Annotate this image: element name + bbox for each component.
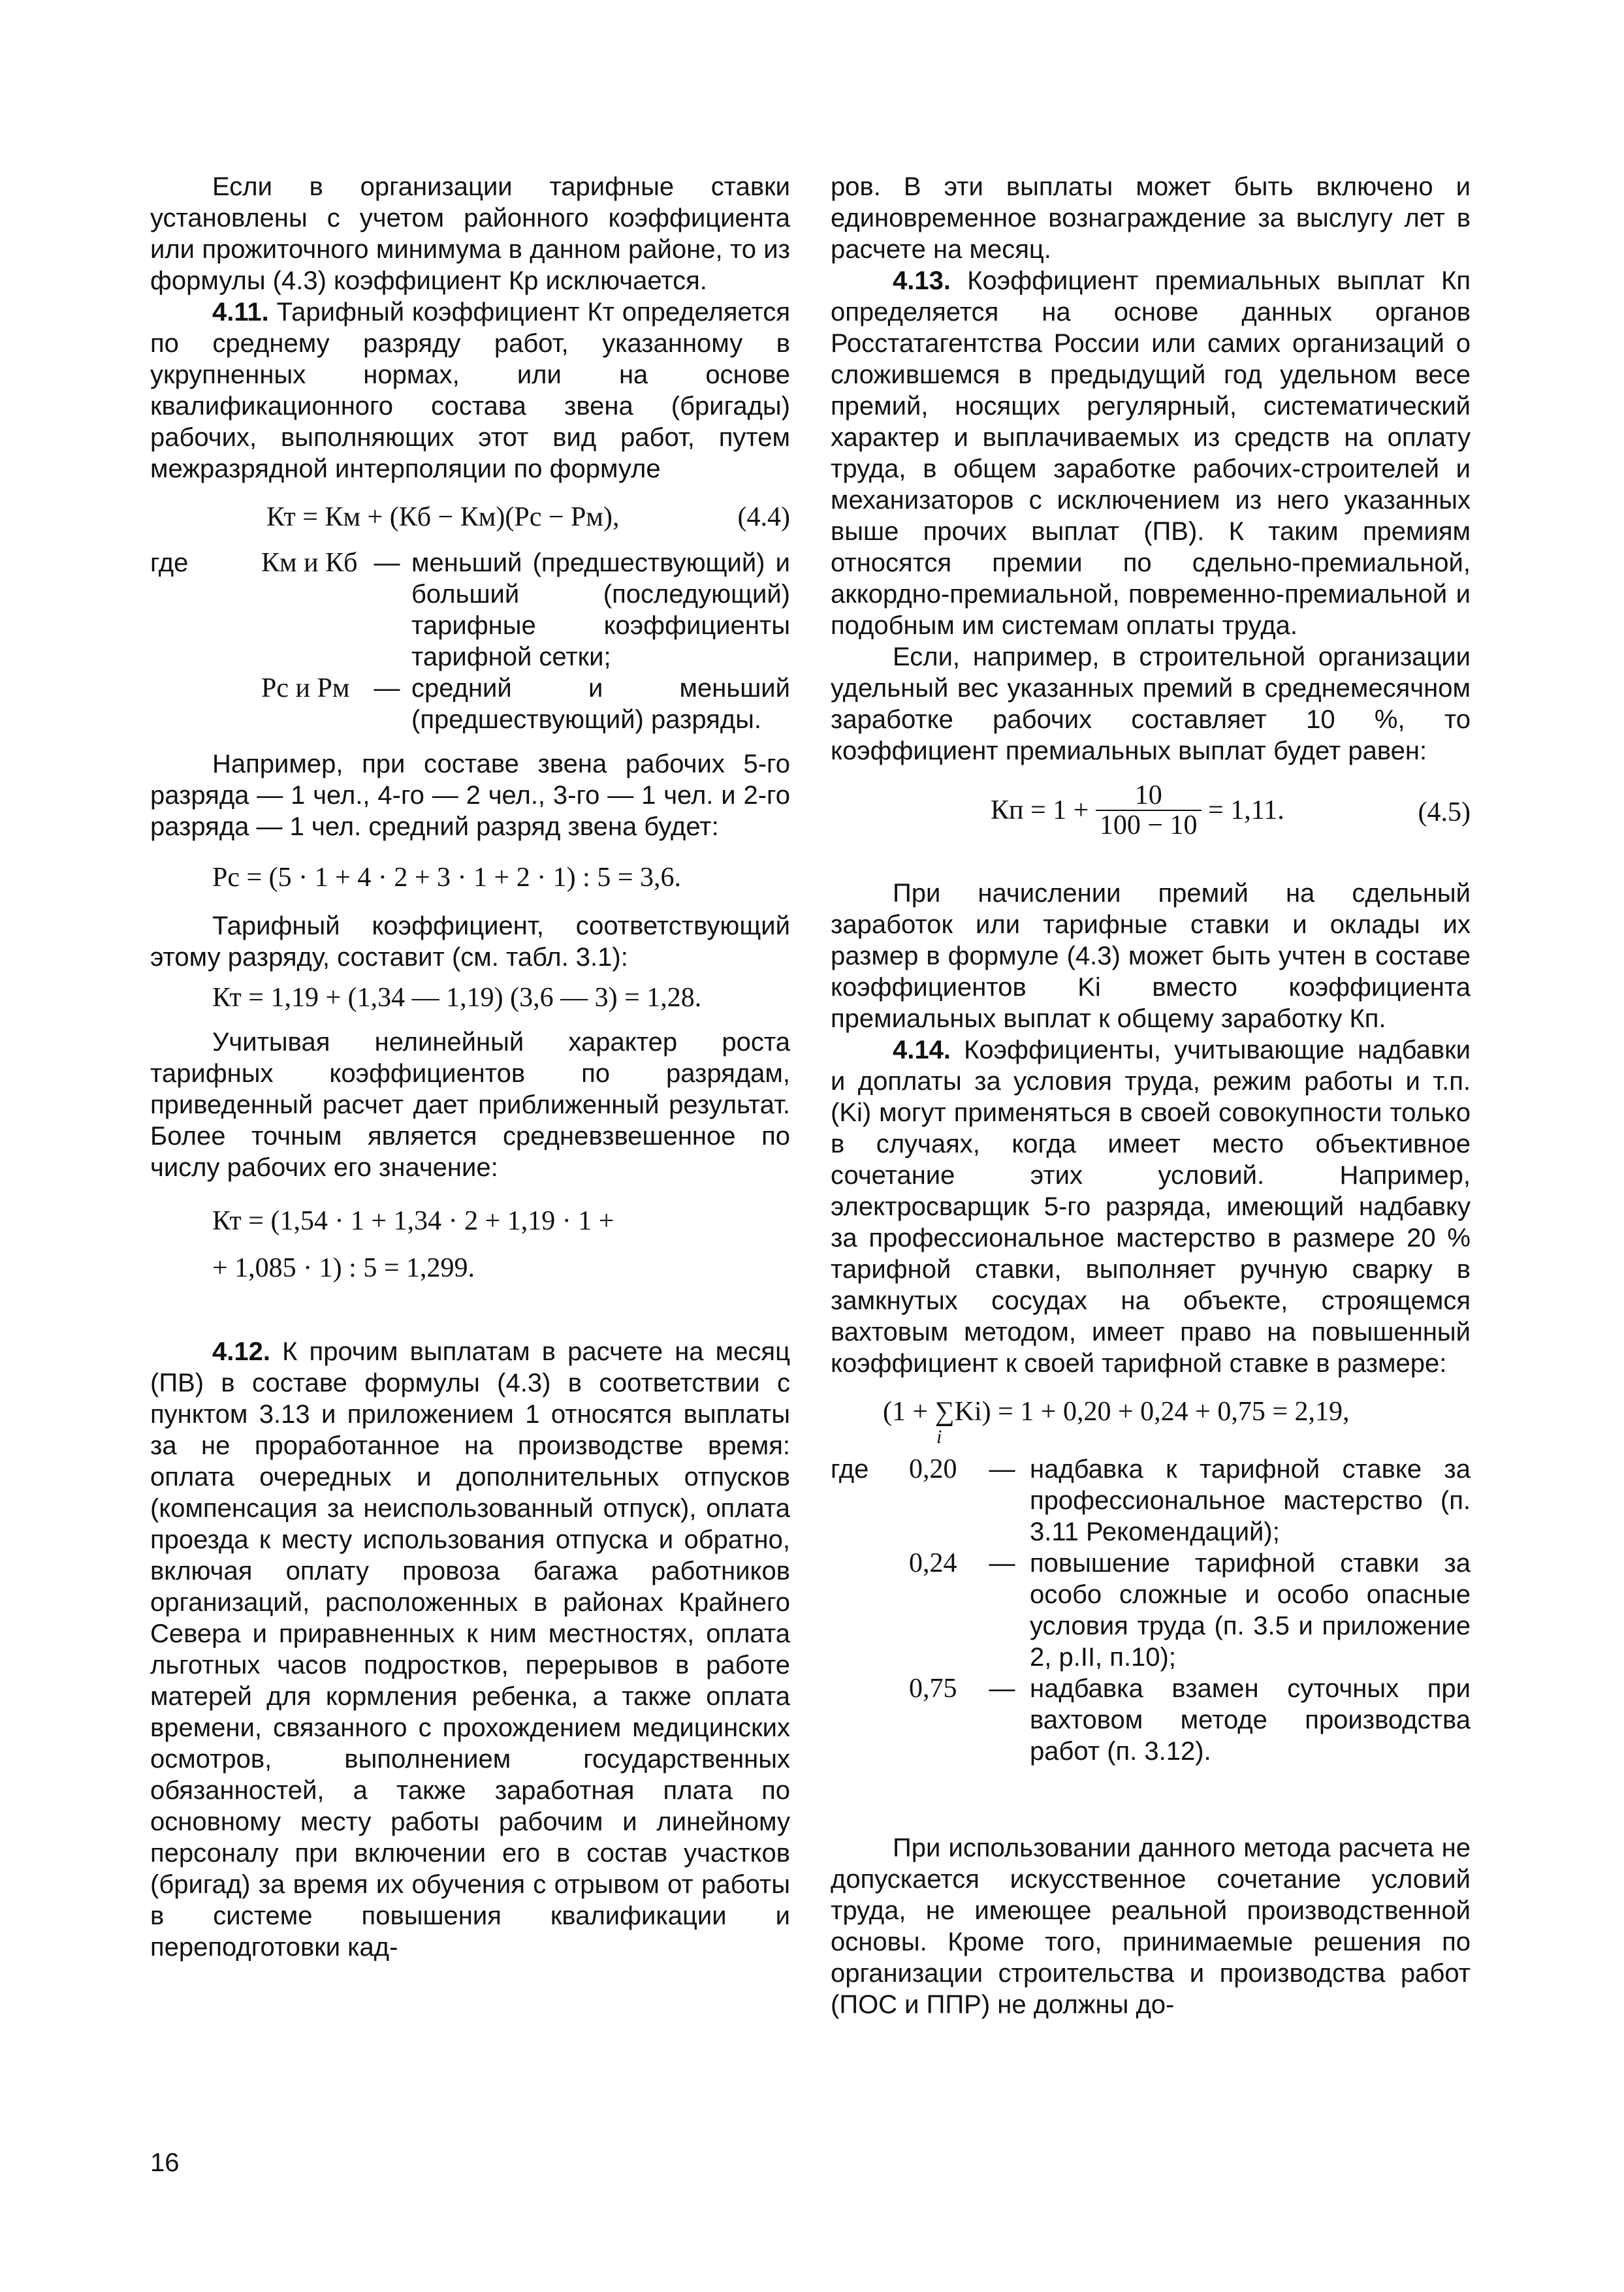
paragraph-continuation: ров. В эти выплаты может быть включено и единовременное вознаграждение за выслугу лет в расчете на месяц. xyxy=(831,172,1471,264)
paragraph-artificial-combination: При использовании данного метода расчета не допускается искусственное сочетание условий труда, не имеющее реальной производственной основы. Кроме того, принимаемые решения по организации строительства и производства работ (ПОС и ППР) не должны до- xyxy=(831,1834,1471,2019)
left-column xyxy=(150,171,790,1963)
legend-row xyxy=(831,1673,1471,1767)
formula-lhs: Кп = 1 + xyxy=(991,795,1089,825)
fraction-numerator: 10 xyxy=(1096,781,1202,811)
sum-index: i xyxy=(936,1426,942,1448)
coefficient-legend xyxy=(831,1454,1471,1767)
legend-text: меньший (предшествующий) и больший (последующий) тарифные коэффициенты тарифной сетки; xyxy=(411,549,790,671)
legend-dash: — xyxy=(989,1674,1015,1703)
formula-4-5 xyxy=(831,781,1471,844)
paragraph-crew-example: Например, при составе звена рабочих 5-го разряда — 1 чел., 4-го — 2 чел., 3-го — 1 чел. и 2-го разряда — 1 чел. средний разряд звена будет: xyxy=(150,750,790,841)
legend-dash: — xyxy=(989,1549,1015,1578)
formula-expression: (1 + ∑Ki) = 1 + 0,20 + 0,24 + 0,75 = 2,19, xyxy=(883,1397,1350,1427)
formula-fraction xyxy=(1096,781,1202,840)
paragraph-nonlinear: Учитывая нелинейный характер роста тарифных коэффициентов по разрядам, приведенный расчет дает приближенный результат. Более точным является средневзвешенное по числу рабочих его значение: xyxy=(150,1028,790,1182)
paragraph-piecework: При начислении премий на сдельный заработок или тарифные ставки и оклады их размер в формуле (4.3) может быть учтен в составе коэффициентов Ki вместо коэффициента премиальных выплат к общему заработку Кп. xyxy=(831,879,1471,1033)
legend-dash: — xyxy=(374,549,400,577)
legend-dash: — xyxy=(989,1455,1015,1484)
formula-kt-weighted-line2: + 1,085 · 1) : 5 = 1,299. xyxy=(212,1253,475,1283)
legend-text: повышение тарифной ставки за особо сложные и особо опасные условия труда (п. 3.5 и приложение 2, р.II, п.10); xyxy=(1030,1549,1471,1672)
page-number: 16 xyxy=(150,2148,180,2177)
formula-sum-coefficients xyxy=(831,1396,1471,1447)
legend-value: 0,75 xyxy=(909,1674,957,1704)
fraction-denominator: 100 − 10 xyxy=(1099,810,1198,840)
section-text: Коэффициент премиальных выплат Кп определяется на основе данных органов Росстатагентства России или самих организаций о сложившемся в предыдущий год удельном весе премий, носящих регулярный, систематический характер и выплачиваемых из средств на оплату труда, в общем заработке рабочих-строителей и механизаторов с исключением из него указанных выше прочих выплат (ПВ). К таким премиям относятся премии по сдельно-премиальной, аккордно-премиальной, повременно-премиальной и подобным им системам оплаты труда. xyxy=(831,266,1471,640)
formula-average-grade: Рс = (5 · 1 + 4 · 2 + 3 · 1 + 2 · 1) : 5 = 3,6. xyxy=(212,863,682,893)
section-4-11 xyxy=(150,296,790,485)
legend-where: где xyxy=(150,549,189,577)
right-column xyxy=(831,171,1471,2020)
section-4-12 xyxy=(150,1336,790,1963)
legend-symbol: Км и Кб xyxy=(261,548,358,578)
section-text: Тарифный коэффициент Кт определяется по среднему разряду работ, указанному в укрупненных нормах, или на основе квалификационного состава звена (бригады) рабочих, выполняющих этот вид работ, путем межразрядной интерполяции по формуле xyxy=(150,298,790,483)
formula-legend xyxy=(150,547,790,735)
paragraph-district-coefficient: Если в организации тарифные ставки установлены с учетом районного коэффициента или прожиточного минимума в данном районе, то из формулы (4.3) коэффициент Кр исключается. xyxy=(150,172,790,295)
legend-where: где xyxy=(831,1455,869,1484)
legend-row xyxy=(831,1548,1471,1673)
legend-value: 0,20 xyxy=(909,1454,957,1484)
legend-symbol: Рс и Рм xyxy=(261,673,350,703)
section-number: 4.12. xyxy=(212,1337,270,1366)
paragraph-premium-example: Если, например, в строительной организации удельный вес указанных премий в среднемесячном заработке рабочих составляет 10 %, то коэффициент премиальных выплат будет равен: xyxy=(831,643,1471,765)
formula-kt-interpolation: Кт = 1,19 + (1,34 — 1,19) (3,6 — 3) = 1,28. xyxy=(212,983,702,1013)
legend-row xyxy=(831,1454,1471,1548)
section-number: 4.11. xyxy=(212,298,269,326)
section-4-14 xyxy=(831,1034,1471,1379)
formula-kt-weighted-line1: Кт = (1,54 · 1 + 1,34 · 2 + 1,19 · 1 + xyxy=(212,1206,614,1236)
formula-number: (4.4) xyxy=(737,502,790,532)
formula-rhs: = 1,11. xyxy=(1208,795,1284,825)
section-text: К прочим выплатам в расчете на месяц (ПВ) в составе формулы (4.3) в соответствии с пунктом 3.13 и приложением 1 относятся выплаты за не проработанное на производстве время: оплата очередных и дополнительных отпусков (компенсация за неиспользованный отпуск), оплата проезда к месту использования отпуска и обратно, включая оплату провоза багажа работников организаций, расположенных в районах Крайнего Севера и приравненных к ним местностях, оплата льготных часов подростков, перерывов в работе матерей для кормления ребенка, а также оплата времени, связанного с прохождением медицинских осмотров, выполнением государственных обязанностей, а также заработная плата по основному месту работы рабочим и линейному персоналу при включении его в состав участков (бригад) за время их обучения с отрывом от работы в системе повышения квалификации и переподготовки кад- xyxy=(150,1337,790,1962)
legend-row xyxy=(150,673,790,735)
legend-dash: — xyxy=(374,674,400,703)
formula-expression: Кт = Км + (Кб − Км)(Рс − Рм), xyxy=(266,502,620,532)
section-text: Коэффициенты, учитывающие надбавки и доплаты за условия труда, режим работы и т.п. (Ki) могут применяться в своей совокупности только в случаях, когда имеет место объективное сочетание этих условий. Например, электросварщик 5-го разряда, имеющий надбавку за профессиональное мастерство в размере 20 % тарифной ставки, выполняет ручную сварку в замкнутых сосудах на объекте, строящемся вахтовым методом, имеет право на повышенный коэффициент к своей тарифной ставке в размере: xyxy=(831,1036,1471,1378)
section-4-13 xyxy=(831,265,1471,641)
paragraph-tariff-coefficient: Тарифный коэффициент, соответствующий этому разряду, составит (см. табл. 3.1): xyxy=(150,912,790,972)
legend-text: надбавка к тарифной ставке за профессиональное мастерство (п. 3.11 Рекомендаций); xyxy=(1030,1455,1471,1546)
formula-number: (4.5) xyxy=(1418,797,1471,827)
formula-4-4 xyxy=(150,501,790,533)
legend-text: надбавка взамен суточных при вахтовом методе производства работ (п. 3.12). xyxy=(1030,1674,1471,1766)
section-number: 4.14. xyxy=(893,1036,951,1064)
legend-value: 0,24 xyxy=(909,1548,957,1578)
legend-row xyxy=(150,547,790,673)
legend-text: средний и меньший (предшествующий) разряды. xyxy=(411,674,790,734)
section-number: 4.13. xyxy=(893,266,951,295)
